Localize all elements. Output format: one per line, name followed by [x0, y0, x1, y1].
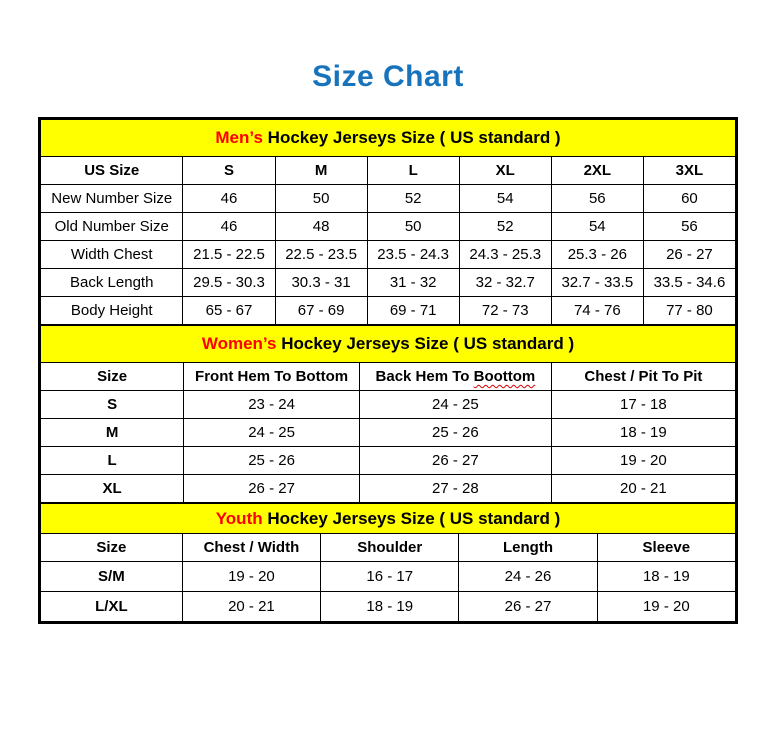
size-cell: 31 - 32: [367, 269, 459, 297]
table-row: [41, 241, 736, 269]
table-row: [41, 562, 736, 592]
column-header-s: S: [183, 157, 275, 185]
back-hem-misspelled-word: Boottom: [473, 368, 536, 385]
table-row: [41, 185, 736, 213]
size-cell: 18 - 19: [597, 562, 735, 592]
size-cell: 16 - 17: [321, 562, 459, 592]
mens-section-header-row: [41, 120, 736, 157]
size-cell: 60: [643, 185, 735, 213]
row-label: Old Number Size: [41, 213, 183, 241]
row-label: XL: [41, 475, 184, 503]
column-header-xl: XL: [459, 157, 551, 185]
youth-section-header: [41, 504, 736, 534]
size-cell: 19 - 20: [551, 447, 735, 475]
size-cell: 26 - 27: [459, 592, 597, 622]
size-cell: 20 - 21: [182, 592, 320, 622]
row-label: S/M: [41, 562, 183, 592]
size-cell: 19 - 20: [182, 562, 320, 592]
size-cell: 56: [551, 185, 643, 213]
size-cell: 25.3 - 26: [551, 241, 643, 269]
row-label: L/XL: [41, 592, 183, 622]
size-cell: 50: [367, 213, 459, 241]
size-cell: 54: [551, 213, 643, 241]
size-cell: 46: [183, 185, 275, 213]
row-label: Width Chest: [41, 241, 183, 269]
table-row: [41, 475, 736, 503]
size-cell: 67 - 69: [275, 297, 367, 325]
womens-section-header-row: [41, 326, 736, 363]
size-cell: 27 - 28: [359, 475, 551, 503]
size-cell: 26 - 27: [643, 241, 735, 269]
column-header-front-hem: Front Hem To Bottom: [184, 363, 360, 391]
size-cell: 18 - 19: [551, 419, 735, 447]
size-cell: 25 - 26: [184, 447, 360, 475]
row-label: S: [41, 391, 184, 419]
youth-size-table: [40, 503, 736, 622]
size-cell: 24 - 25: [359, 391, 551, 419]
size-cell: 46: [183, 213, 275, 241]
column-header-sleeve: Sleeve: [597, 534, 735, 562]
column-header-chest: Chest / Pit To Pit: [551, 363, 735, 391]
page-title: Size Chart: [312, 60, 464, 93]
size-cell: 20 - 21: [551, 475, 735, 503]
row-label: L: [41, 447, 184, 475]
table-row: [41, 269, 736, 297]
size-cell: 26 - 27: [184, 475, 360, 503]
column-header-size: Size: [41, 363, 184, 391]
size-cell: 52: [367, 185, 459, 213]
mens-size-table: [40, 119, 736, 325]
size-cell: 32 - 32.7: [459, 269, 551, 297]
table-row: [41, 419, 736, 447]
row-label: Back Length: [41, 269, 183, 297]
column-header-back-hem: [359, 363, 551, 391]
size-cell: 72 - 73: [459, 297, 551, 325]
size-cell: 24 - 26: [459, 562, 597, 592]
youth-heading-rest: Hockey Jerseys Size ( US standard ): [267, 508, 561, 528]
back-hem-prefix: Back Hem To: [375, 368, 470, 385]
size-cell: 29.5 - 30.3: [183, 269, 275, 297]
size-cell: 21.5 - 22.5: [183, 241, 275, 269]
column-header-m: M: [275, 157, 367, 185]
mens-column-header-row: [41, 157, 736, 185]
size-cell: 54: [459, 185, 551, 213]
size-cell: 26 - 27: [359, 447, 551, 475]
table-row: [41, 213, 736, 241]
womens-size-table: [40, 325, 736, 503]
size-cell: 56: [643, 213, 735, 241]
size-cell: 18 - 19: [321, 592, 459, 622]
mens-heading-highlight: Men’s: [215, 128, 263, 147]
size-cell: 17 - 18: [551, 391, 735, 419]
womens-heading-rest: Hockey Jerseys Size ( US standard ): [281, 334, 575, 353]
size-cell: 52: [459, 213, 551, 241]
size-chart-container: [38, 117, 738, 624]
size-cell: 30.3 - 31: [275, 269, 367, 297]
size-cell: 33.5 - 34.6: [643, 269, 735, 297]
column-header-2xl: 2XL: [551, 157, 643, 185]
size-cell: 77 - 80: [643, 297, 735, 325]
column-header-chest-width: Chest / Width: [182, 534, 320, 562]
size-cell: 19 - 20: [597, 592, 735, 622]
womens-heading-highlight: Women’s: [201, 334, 277, 353]
table-row: [41, 447, 736, 475]
size-cell: 22.5 - 23.5: [275, 241, 367, 269]
column-header-l: L: [367, 157, 459, 185]
size-cell: 23.5 - 24.3: [367, 241, 459, 269]
table-row: [41, 391, 736, 419]
row-label: M: [41, 419, 184, 447]
column-header-size: Size: [41, 534, 183, 562]
womens-section-header: [41, 326, 736, 363]
size-cell: 23 - 24: [184, 391, 360, 419]
mens-section-header: [41, 120, 736, 157]
youth-column-header-row: [41, 534, 736, 562]
column-header-3xl: 3XL: [643, 157, 735, 185]
size-cell: 25 - 26: [359, 419, 551, 447]
column-header-us-size: US Size: [41, 157, 183, 185]
size-cell: 32.7 - 33.5: [551, 269, 643, 297]
size-cell: 50: [275, 185, 367, 213]
womens-column-header-row: [41, 363, 736, 391]
mens-heading-rest: Hockey Jerseys Size ( US standard ): [267, 128, 561, 147]
table-row: [41, 297, 736, 325]
column-header-length: Length: [459, 534, 597, 562]
youth-section-header-row: [41, 504, 736, 534]
row-label: Body Height: [41, 297, 183, 325]
column-header-shoulder: Shoulder: [321, 534, 459, 562]
size-cell: 74 - 76: [551, 297, 643, 325]
size-cell: 69 - 71: [367, 297, 459, 325]
size-cell: 65 - 67: [183, 297, 275, 325]
youth-heading-highlight: Youth: [215, 508, 263, 528]
size-cell: 48: [275, 213, 367, 241]
table-row: [41, 592, 736, 622]
size-cell: 24.3 - 25.3: [459, 241, 551, 269]
size-cell: 24 - 25: [184, 419, 360, 447]
row-label: New Number Size: [41, 185, 183, 213]
